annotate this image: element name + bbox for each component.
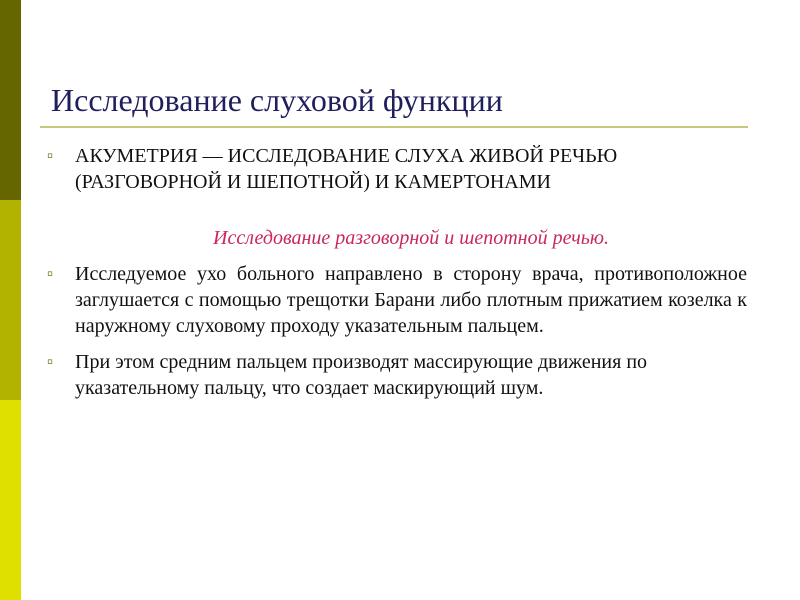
- subheading: Исследование разговорной и шепотной речью.: [213, 227, 609, 249]
- bullet-item-akumetria: [47, 143, 747, 195]
- square-bullet-icon: ▫: [47, 352, 54, 371]
- bullet-item-procedure: [47, 261, 747, 339]
- square-bullet-icon: ▫: [47, 146, 54, 165]
- slide-title: Исследование слуховой функции: [51, 82, 503, 118]
- square-bullet-icon: ▫: [47, 264, 54, 283]
- bullet-item-masking: [47, 349, 747, 401]
- decorative-stripe-mid: [0, 200, 21, 400]
- decorative-stripe-dark: [0, 0, 21, 200]
- title-divider: [40, 126, 748, 128]
- bullet-text: АКУМЕТРИЯ — ИССЛЕДОВАНИЕ СЛУХА ЖИВОЙ РЕЧЬЮ (РАЗГОВОРНОЙ И ШЕПОТНОЙ) И КАМЕРТОНАМИ: [75, 145, 618, 193]
- decorative-stripe-light: [0, 400, 21, 600]
- bullet-text: Исследуемое ухо больного направлено в сторону врача, противоположное заглушается с помощью трещотки Барани либо плотным прижатием козелка к наружному слуховому проходу указательным пальцем.: [75, 263, 747, 337]
- bullet-text: При этом средним пальцем производят массирующие движения по указательному пальцу, что создает маскирующий шум.: [75, 351, 648, 399]
- slide-content: [47, 143, 747, 401]
